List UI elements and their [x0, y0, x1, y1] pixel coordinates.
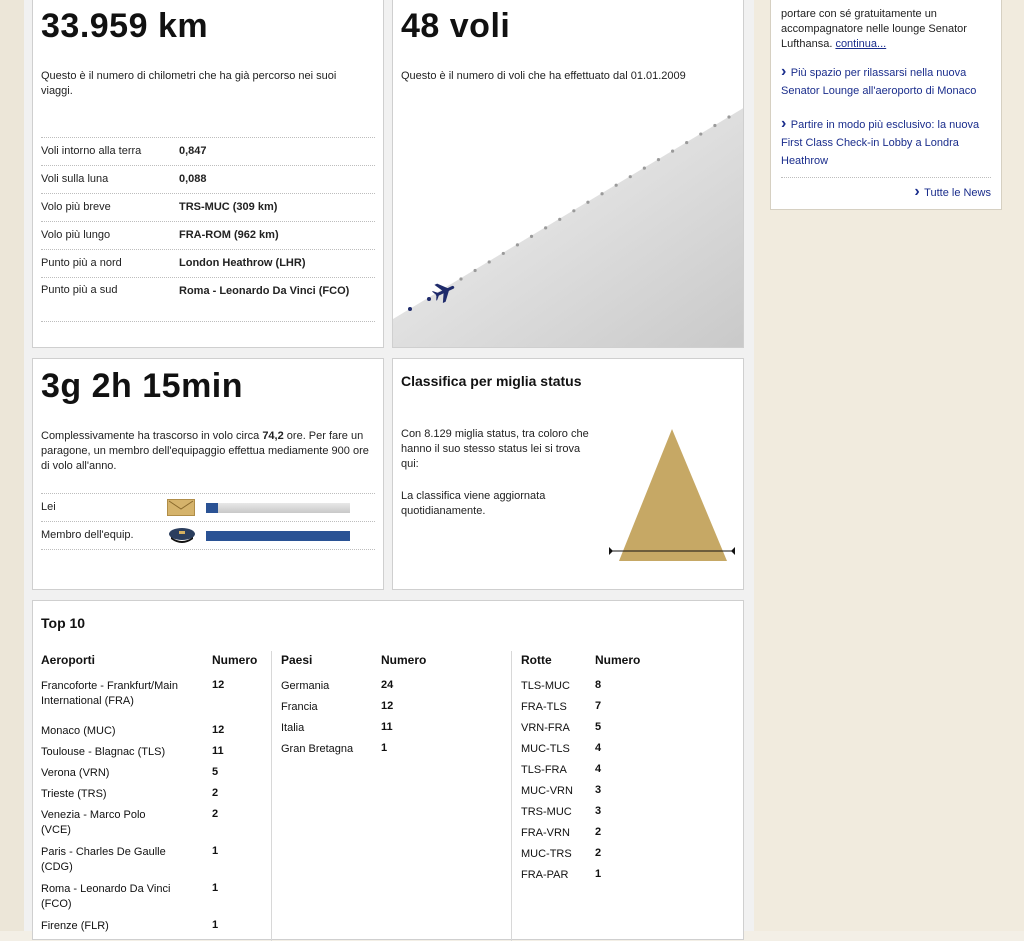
routes-list	[521, 679, 721, 889]
stat-label: Punto più a sud	[41, 284, 118, 296]
flight-time-value: 3g 2h 15min	[41, 367, 244, 405]
flight-path-dot	[488, 260, 491, 263]
flight-path-dot	[474, 269, 477, 272]
country-count: 12	[381, 700, 394, 712]
top10-title: Top 10	[41, 615, 86, 631]
comparison-row	[41, 522, 375, 550]
stat-value: TRS-MUC (309 km)	[179, 201, 278, 213]
list-item	[281, 700, 511, 721]
list-item	[521, 700, 721, 721]
flights-panel	[392, 0, 744, 348]
start-point	[427, 297, 431, 301]
news-item-link[interactable]: Più spazio per rilassarsi nella nuova Senator Lounge all'aeroporto di Monaco	[781, 67, 977, 97]
flight-path-dot	[516, 243, 519, 246]
news-item[interactable]	[781, 63, 995, 99]
route-count: 3	[595, 805, 602, 817]
route-name: VRN-FRA	[521, 722, 570, 734]
airport-name: Francoforte - Frankfurt/Main International (FRA)	[41, 680, 178, 707]
crew-hours-bar-fill	[206, 531, 350, 541]
route-name: FRA-TLS	[521, 701, 567, 713]
flight-path-dot	[558, 218, 561, 221]
list-item	[41, 845, 271, 882]
route-name: MUC-TRS	[521, 848, 572, 860]
comparison-label: Membro dell'equip.	[41, 529, 134, 541]
stat-label: Volo più breve	[41, 201, 111, 213]
pyramid-shape	[619, 429, 727, 561]
list-item	[521, 742, 721, 763]
flight-path-dot	[459, 277, 462, 280]
column-divider	[511, 651, 512, 941]
routes-number-header: Numero	[595, 653, 641, 667]
flight-path-wedge	[393, 107, 744, 348]
country-name: Gran Bretagna	[281, 743, 354, 755]
flight-path-dot	[615, 184, 618, 187]
stat-value: London Heathrow (LHR)	[179, 257, 306, 269]
route-count: 2	[595, 847, 602, 859]
country-count: 24	[381, 679, 394, 691]
ranking-marker-left	[609, 547, 613, 555]
envelope-icon	[167, 499, 195, 516]
list-item	[521, 721, 721, 742]
flight-path-dot	[713, 124, 716, 127]
ranking-description: Con 8.129 miglia status, tra coloro che hanno il suo stesso status lei si trova qui:	[401, 428, 589, 470]
all-news-link[interactable]	[914, 183, 991, 201]
airport-count: 2	[212, 787, 219, 799]
route-name: MUC-TLS	[521, 743, 570, 755]
list-item	[41, 679, 271, 724]
list-item	[521, 868, 721, 889]
airports-header: Aeroporti	[41, 653, 95, 667]
airport-name: Firenze (FLR)	[41, 920, 109, 932]
flight-path-dot	[600, 192, 603, 195]
column-divider	[271, 651, 272, 941]
news-panel	[770, 0, 1002, 210]
route-count: 8	[595, 679, 602, 691]
flight-path-dot	[586, 201, 589, 204]
airport-count: 12	[212, 724, 225, 736]
list-item	[521, 826, 721, 847]
flight-path-dot	[629, 175, 632, 178]
route-count: 7	[595, 700, 602, 712]
flight-path-dot	[671, 150, 674, 153]
list-item	[41, 882, 271, 919]
stat-row	[41, 250, 375, 278]
route-count: 4	[595, 763, 602, 775]
airports-number-header: Numero	[212, 653, 258, 667]
airport-count: 1	[212, 919, 219, 931]
countries-list	[281, 679, 511, 763]
list-item	[521, 805, 721, 826]
stat-label: Voli intorno alla terra	[41, 145, 142, 157]
flight-path-dot	[530, 235, 533, 238]
stat-row	[41, 194, 375, 222]
kilometers-value: 33.959 km	[41, 7, 209, 45]
airport-count: 1	[212, 882, 219, 894]
route-count: 3	[595, 784, 602, 796]
airport-name: Trieste (TRS)	[41, 788, 107, 800]
stat-row	[41, 222, 375, 250]
country-name: Italia	[281, 722, 305, 734]
route-name: TLS-MUC	[521, 680, 570, 692]
list-item	[521, 784, 721, 805]
route-count: 2	[595, 826, 602, 838]
stat-value: 0,847	[179, 145, 207, 157]
airport-count: 1	[212, 845, 219, 857]
flight-path-dot	[657, 158, 660, 161]
route-name: MUC-VRN	[521, 785, 573, 797]
stat-value: 0,088	[179, 173, 207, 185]
airport-name: Toulouse - Blagnac (TLS)	[41, 746, 166, 758]
all-news-label[interactable]: Tutte le News	[924, 187, 991, 199]
stat-value: Roma - Leonardo Da Vinci (FCO)	[179, 285, 350, 297]
news-item[interactable]	[781, 115, 995, 169]
list-item	[281, 679, 511, 700]
route-name: TLS-FRA	[521, 764, 567, 776]
comparison-table	[41, 493, 375, 550]
flight-path-dot	[572, 209, 575, 212]
route-name: FRA-PAR	[521, 869, 569, 881]
crew-hours-bar-track	[206, 531, 350, 541]
flight-path-dot	[699, 132, 702, 135]
list-item	[281, 742, 511, 763]
kilometers-stats-table	[41, 137, 375, 322]
route-name: FRA-VRN	[521, 827, 570, 839]
top10-panel	[32, 600, 744, 940]
stat-row	[41, 166, 375, 194]
kilometers-panel	[32, 0, 384, 348]
country-count: 11	[381, 721, 393, 733]
kilometers-description: Questo è il numero di chilometri che ha già percorso nei suoi viaggi.	[41, 70, 337, 97]
flight-time-desc-part: ore. Per fare un paragone, un membro dell'equipaggio effettua mediamente 900 ore di volo all'anno.	[41, 430, 369, 472]
route-name: TRS-MUC	[521, 806, 572, 818]
list-item	[41, 745, 271, 766]
stat-label: Voli sulla luna	[41, 173, 109, 185]
flight-time-description	[41, 429, 371, 474]
ranking-title: Classifica per miglia status	[401, 373, 582, 389]
stat-row	[41, 278, 375, 322]
comparison-row	[41, 494, 375, 522]
flight-path-graphic	[393, 0, 744, 348]
news-item-link[interactable]: Partire in modo più esclusivo: la nuova First Class Check-in Lobby a Londra Heathrow	[781, 119, 980, 167]
ranking-pyramid	[605, 423, 755, 573]
news-intro	[781, 7, 995, 52]
airport-name: Venezia - Marco Polo (VCE)	[41, 809, 146, 836]
airport-name: Monaco (MUC)	[41, 725, 116, 737]
flight-hours-value: 74,2	[262, 430, 284, 442]
routes-header: Rotte	[521, 653, 552, 667]
news-divider	[781, 177, 991, 178]
stat-value: FRA-ROM (962 km)	[179, 229, 279, 241]
route-count: 1	[595, 868, 602, 880]
list-item	[521, 847, 721, 868]
airport-count: 2	[212, 808, 219, 820]
stat-label: Volo più lungo	[41, 229, 111, 241]
list-item	[41, 766, 271, 787]
arrow-right-icon: ›	[914, 183, 920, 200]
list-item	[521, 763, 721, 784]
list-item	[41, 808, 271, 845]
list-item	[521, 679, 721, 700]
stat-label: Punto più a nord	[41, 257, 122, 269]
countries-number-header: Numero	[381, 653, 427, 667]
flight-path-dot	[685, 141, 688, 144]
arrow-right-icon: ›	[781, 63, 787, 80]
left-border-strip	[0, 0, 25, 931]
airport-count: 11	[212, 745, 224, 757]
status-ranking-panel	[392, 358, 744, 590]
route-count: 5	[595, 721, 602, 733]
ranking-marker-right	[731, 547, 735, 555]
airport-name: Verona (VRN)	[41, 767, 110, 779]
country-name: Francia	[281, 701, 318, 713]
start-point	[408, 307, 412, 311]
your-hours-bar-track	[206, 503, 350, 513]
news-intro-text: portare con sé gratuitamente un accompagnatore nelle lounge Senator Lufthansa.	[781, 8, 967, 50]
flight-path-dot	[544, 226, 547, 229]
stat-row	[41, 138, 375, 166]
flight-path-dot	[502, 252, 505, 255]
route-count: 4	[595, 742, 602, 754]
airport-name: Paris - Charles De Gaulle (CDG)	[41, 846, 166, 873]
comparison-label: Lei	[41, 501, 56, 513]
country-count: 1	[381, 742, 388, 754]
airport-count: 12	[212, 679, 225, 691]
flight-path-dot	[727, 115, 730, 118]
your-hours-bar-fill	[206, 503, 218, 513]
flight-time-panel	[32, 358, 384, 590]
countries-header: Paesi	[281, 653, 313, 667]
list-item	[41, 724, 271, 745]
flights-description: Questo è il numero di voli che ha effettuato dal 01.01.2009	[401, 70, 686, 82]
list-item	[41, 787, 271, 808]
airport-count: 5	[212, 766, 219, 778]
country-name: Germania	[281, 680, 330, 692]
airport-name: Roma - Leonardo Da Vinci (FCO)	[41, 883, 171, 910]
pilot-cap-icon	[167, 527, 197, 548]
continue-link[interactable]: continua...	[835, 38, 887, 50]
list-item	[41, 919, 271, 940]
airports-list	[41, 679, 271, 940]
flights-value: 48 voli	[401, 7, 511, 45]
arrow-right-icon: ›	[781, 115, 787, 132]
ranking-update-note: La classifica viene aggiornata quotidianamente.	[401, 490, 546, 517]
list-item	[281, 721, 511, 742]
flight-path-dot	[643, 167, 646, 170]
flight-time-desc-part: Complessivamente ha trascorso in volo circa	[41, 430, 263, 442]
